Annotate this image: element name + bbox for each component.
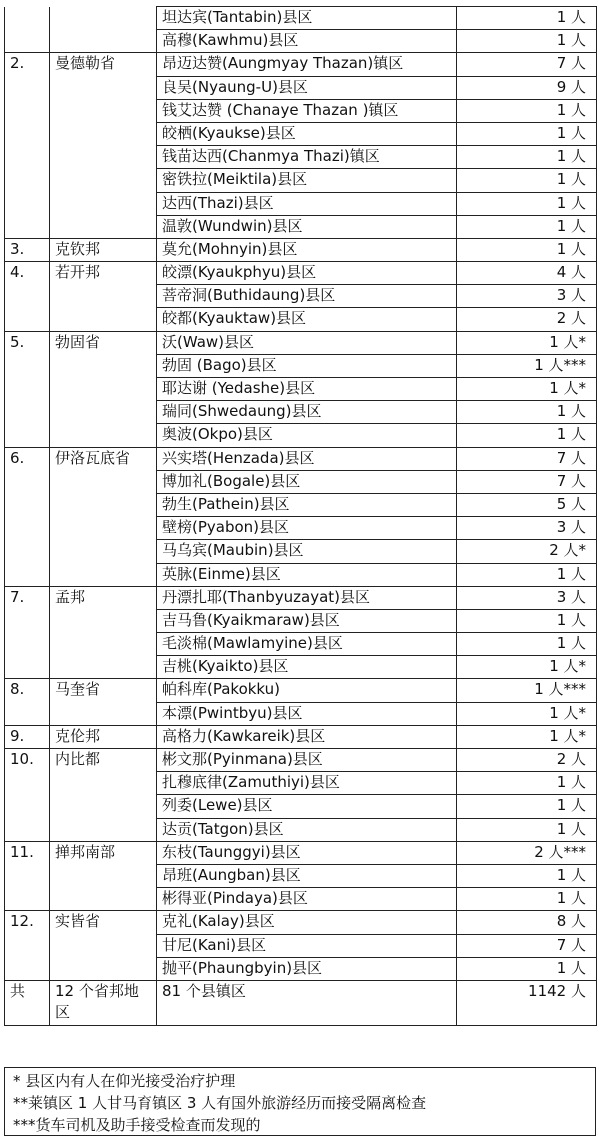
township-name: 耶达谢 (Yedashe)县区 (157, 378, 457, 401)
table-row (5, 192, 597, 215)
table-row (5, 795, 597, 818)
table-row (5, 679, 597, 702)
table-row (5, 331, 597, 354)
row-number (5, 540, 50, 563)
row-number (5, 192, 50, 215)
township-name: 吉桃(Kyaikto)县区 (157, 656, 457, 679)
case-count: 3 人 (457, 517, 597, 540)
table-row (5, 378, 597, 401)
case-count: 1 人 (457, 122, 597, 145)
row-number (5, 772, 50, 795)
case-count: 1 人* (457, 331, 597, 354)
case-count: 3 人 (457, 586, 597, 609)
township-name: 莫允(Mohnyin)县区 (157, 238, 457, 261)
region-name (50, 192, 157, 215)
region-name (50, 7, 157, 30)
table-row (5, 957, 597, 980)
table-row (5, 725, 597, 748)
table-row (5, 215, 597, 238)
case-count: 1 人 (457, 772, 597, 795)
region-name (50, 122, 157, 145)
row-number (5, 656, 50, 679)
row-number (5, 354, 50, 377)
region-name (50, 772, 157, 795)
case-count: 1 人 (457, 7, 597, 30)
row-number (5, 308, 50, 331)
region-name (50, 99, 157, 122)
total-townships: 81 个县镇区 (157, 980, 457, 1025)
region-name: 伊洛瓦底省 (50, 447, 157, 470)
township-name: 壁榜(Pyabon)县区 (157, 517, 457, 540)
region-name: 克钦邦 (50, 238, 157, 261)
table-row (5, 864, 597, 887)
case-count: 1 人 (457, 30, 597, 53)
row-number (5, 76, 50, 99)
case-count: 7 人 (457, 53, 597, 76)
table-row (5, 354, 597, 377)
region-name (50, 702, 157, 725)
table-row (5, 238, 597, 261)
township-name: 瑞同(Shwedaung)县区 (157, 401, 457, 424)
township-name: 吉马鲁(Kyaikmaraw)县区 (157, 609, 457, 632)
case-count: 1 人 (457, 215, 597, 238)
row-number (5, 864, 50, 887)
township-name: 达西(Thazi)县区 (157, 192, 457, 215)
township-name: 皎栖(Kyaukse)县区 (157, 122, 457, 145)
case-count: 7 人 (457, 934, 597, 957)
table-row (5, 146, 597, 169)
footnote-2: **莱镇区 1 人甘马育镇区 3 人有国外旅游经历而接受隔离检查 (13, 1094, 427, 1112)
row-number (5, 517, 50, 540)
case-count: 2 人 (457, 308, 597, 331)
region-name (50, 609, 157, 632)
region-name (50, 563, 157, 586)
table-row (5, 517, 597, 540)
row-number (5, 285, 50, 308)
case-count: 2 人*** (457, 841, 597, 864)
case-count: 1 人 (457, 238, 597, 261)
case-count: 1 人 (457, 957, 597, 980)
table-row (5, 262, 597, 285)
case-count: 5 人 (457, 493, 597, 516)
township-name: 奥波(Okpo)县区 (157, 424, 457, 447)
table-row (5, 772, 597, 795)
row-number (5, 888, 50, 911)
township-name: 本漂(Pwintbyu)县区 (157, 702, 457, 725)
total-count: 1142 人 (457, 980, 597, 1025)
region-name (50, 633, 157, 656)
table-row (5, 470, 597, 493)
region-name: 曼德勒省 (50, 53, 157, 76)
table-row (5, 633, 597, 656)
table-row (5, 169, 597, 192)
row-number (5, 122, 50, 145)
row-number (5, 795, 50, 818)
region-name: 马奎省 (50, 679, 157, 702)
row-number (5, 493, 50, 516)
case-count: 1 人 (457, 795, 597, 818)
township-case-table (4, 6, 597, 1026)
table-row (5, 888, 597, 911)
table-row (5, 702, 597, 725)
region-name: 内比都 (50, 749, 157, 772)
case-count: 1 人*** (457, 679, 597, 702)
case-count: 1 人 (457, 633, 597, 656)
footnote-3: ***货车司机及助手接受检查而发现的 (13, 1116, 261, 1134)
total-label: 共 (5, 980, 50, 1025)
region-name (50, 864, 157, 887)
row-number: 3. (5, 238, 50, 261)
township-name: 菩帝洞(Buthidaung)县区 (157, 285, 457, 308)
row-number: 5. (5, 331, 50, 354)
region-name (50, 934, 157, 957)
case-count: 1 人 (457, 192, 597, 215)
row-number: 11. (5, 841, 50, 864)
region-name: 勃固省 (50, 331, 157, 354)
region-name: 实皆省 (50, 911, 157, 934)
township-name: 勃固 (Bago)县区 (157, 354, 457, 377)
region-name (50, 76, 157, 99)
region-name (50, 517, 157, 540)
table-row (5, 122, 597, 145)
township-name: 勃生(Pathein)县区 (157, 493, 457, 516)
case-count: 2 人 (457, 749, 597, 772)
row-number (5, 146, 50, 169)
region-name (50, 493, 157, 516)
row-number (5, 169, 50, 192)
region-name (50, 818, 157, 841)
township-name: 达贡(Tatgon)县区 (157, 818, 457, 841)
table-row (5, 30, 597, 53)
total-row (5, 980, 597, 1025)
township-name: 博加礼(Bogale)县区 (157, 470, 457, 493)
row-number (5, 30, 50, 53)
row-number: 12. (5, 911, 50, 934)
region-name (50, 378, 157, 401)
region-name (50, 30, 157, 53)
table-row (5, 563, 597, 586)
row-number (5, 934, 50, 957)
row-number (5, 424, 50, 447)
township-name: 马乌宾(Maubin)县区 (157, 540, 457, 563)
table-row (5, 99, 597, 122)
table-row (5, 818, 597, 841)
township-name: 英脉(Einme)县区 (157, 563, 457, 586)
township-name: 甘尼(Kani)县区 (157, 934, 457, 957)
table-row (5, 401, 597, 424)
case-count: 1 人* (457, 725, 597, 748)
case-count: 1 人 (457, 818, 597, 841)
footnote-1: * 县区内有人在仰光接受治疗护理 (13, 1072, 236, 1090)
township-name: 皎漂(Kyaukphyu)县区 (157, 262, 457, 285)
table-row (5, 656, 597, 679)
township-name: 密铁拉(Meiktila)县区 (157, 169, 457, 192)
row-number (5, 7, 50, 30)
case-count: 2 人* (457, 540, 597, 563)
region-name: 孟邦 (50, 586, 157, 609)
case-count: 1 人 (457, 888, 597, 911)
region-name: 掸邦南部 (50, 841, 157, 864)
case-count: 8 人 (457, 911, 597, 934)
region-name (50, 888, 157, 911)
township-name: 昂迈达赞(Aungmyay Thazan)镇区 (157, 53, 457, 76)
township-name: 毛淡棉(Mawlamyine)县区 (157, 633, 457, 656)
table-row (5, 7, 597, 30)
township-name: 昂班(Aungban)县区 (157, 864, 457, 887)
row-number: 6. (5, 447, 50, 470)
total-regions: 12 个省邦地区 (50, 980, 157, 1025)
region-name (50, 146, 157, 169)
township-name: 丹漂扎耶(Thanbyuzayat)县区 (157, 586, 457, 609)
region-name (50, 540, 157, 563)
case-count: 1 人 (457, 146, 597, 169)
region-name: 若开邦 (50, 262, 157, 285)
case-count: 1 人* (457, 656, 597, 679)
case-count: 1 人* (457, 378, 597, 401)
case-count: 1 人* (457, 702, 597, 725)
township-name: 坦达宾(Tantabin)县区 (157, 7, 457, 30)
table-row (5, 424, 597, 447)
case-count: 3 人 (457, 285, 597, 308)
region-name (50, 354, 157, 377)
township-name: 良吴(Nyaung-U)县区 (157, 76, 457, 99)
table-row (5, 934, 597, 957)
region-name: 克伦邦 (50, 725, 157, 748)
row-number (5, 563, 50, 586)
region-name (50, 795, 157, 818)
township-name: 克礼(Kalay)县区 (157, 911, 457, 934)
row-number (5, 470, 50, 493)
table-row (5, 76, 597, 99)
township-name: 皎都(Kyauktaw)县区 (157, 308, 457, 331)
row-number (5, 609, 50, 632)
row-number: 2. (5, 53, 50, 76)
region-name (50, 957, 157, 980)
township-name: 钱苗达西(Chanmya Thazi)镇区 (157, 146, 457, 169)
township-name: 钱艾达赞 (Chanaye Thazan )镇区 (157, 99, 457, 122)
case-count: 1 人*** (457, 354, 597, 377)
case-count: 1 人 (457, 424, 597, 447)
township-name: 沃(Waw)县区 (157, 331, 457, 354)
row-number: 4. (5, 262, 50, 285)
case-count: 4 人 (457, 262, 597, 285)
row-number (5, 99, 50, 122)
township-name: 彬得亚(Pindaya)县区 (157, 888, 457, 911)
case-count: 1 人 (457, 864, 597, 887)
case-count: 1 人 (457, 99, 597, 122)
case-count: 1 人 (457, 609, 597, 632)
case-count: 1 人 (457, 401, 597, 424)
footnotes (4, 1067, 596, 1136)
township-name: 高穆(Kawhmu)县区 (157, 30, 457, 53)
region-name (50, 424, 157, 447)
table-row (5, 493, 597, 516)
township-name: 列委(Lewe)县区 (157, 795, 457, 818)
row-number (5, 215, 50, 238)
region-name (50, 470, 157, 493)
row-number (5, 633, 50, 656)
row-number (5, 957, 50, 980)
table-row (5, 841, 597, 864)
table-row (5, 447, 597, 470)
township-name: 帕科库(Pakokku) (157, 679, 457, 702)
case-count: 1 人 (457, 169, 597, 192)
region-name (50, 169, 157, 192)
row-number: 8. (5, 679, 50, 702)
township-name: 东枝(Taunggyi)县区 (157, 841, 457, 864)
row-number: 9. (5, 725, 50, 748)
row-number (5, 378, 50, 401)
table-row (5, 609, 597, 632)
case-count: 1 人 (457, 563, 597, 586)
table-row (5, 308, 597, 331)
table-row (5, 53, 597, 76)
township-name: 抛平(Phaungbyin)县区 (157, 957, 457, 980)
township-name: 扎穆底律(Zamuthiyi)县区 (157, 772, 457, 795)
case-count: 7 人 (457, 447, 597, 470)
region-name (50, 656, 157, 679)
region-name (50, 285, 157, 308)
row-number (5, 401, 50, 424)
table-row (5, 285, 597, 308)
row-number: 7. (5, 586, 50, 609)
region-name (50, 215, 157, 238)
case-count: 9 人 (457, 76, 597, 99)
township-name: 彬文那(Pyinmana)县区 (157, 749, 457, 772)
table-row (5, 911, 597, 934)
row-number (5, 702, 50, 725)
table-body (5, 7, 597, 981)
township-name: 温敦(Wundwin)县区 (157, 215, 457, 238)
region-name (50, 308, 157, 331)
region-name (50, 401, 157, 424)
township-name: 高格力(Kawkareik)县区 (157, 725, 457, 748)
case-count: 7 人 (457, 470, 597, 493)
township-name: 兴实塔(Henzada)县区 (157, 447, 457, 470)
table-row (5, 749, 597, 772)
table-row (5, 540, 597, 563)
row-number (5, 818, 50, 841)
table-row (5, 586, 597, 609)
row-number: 10. (5, 749, 50, 772)
